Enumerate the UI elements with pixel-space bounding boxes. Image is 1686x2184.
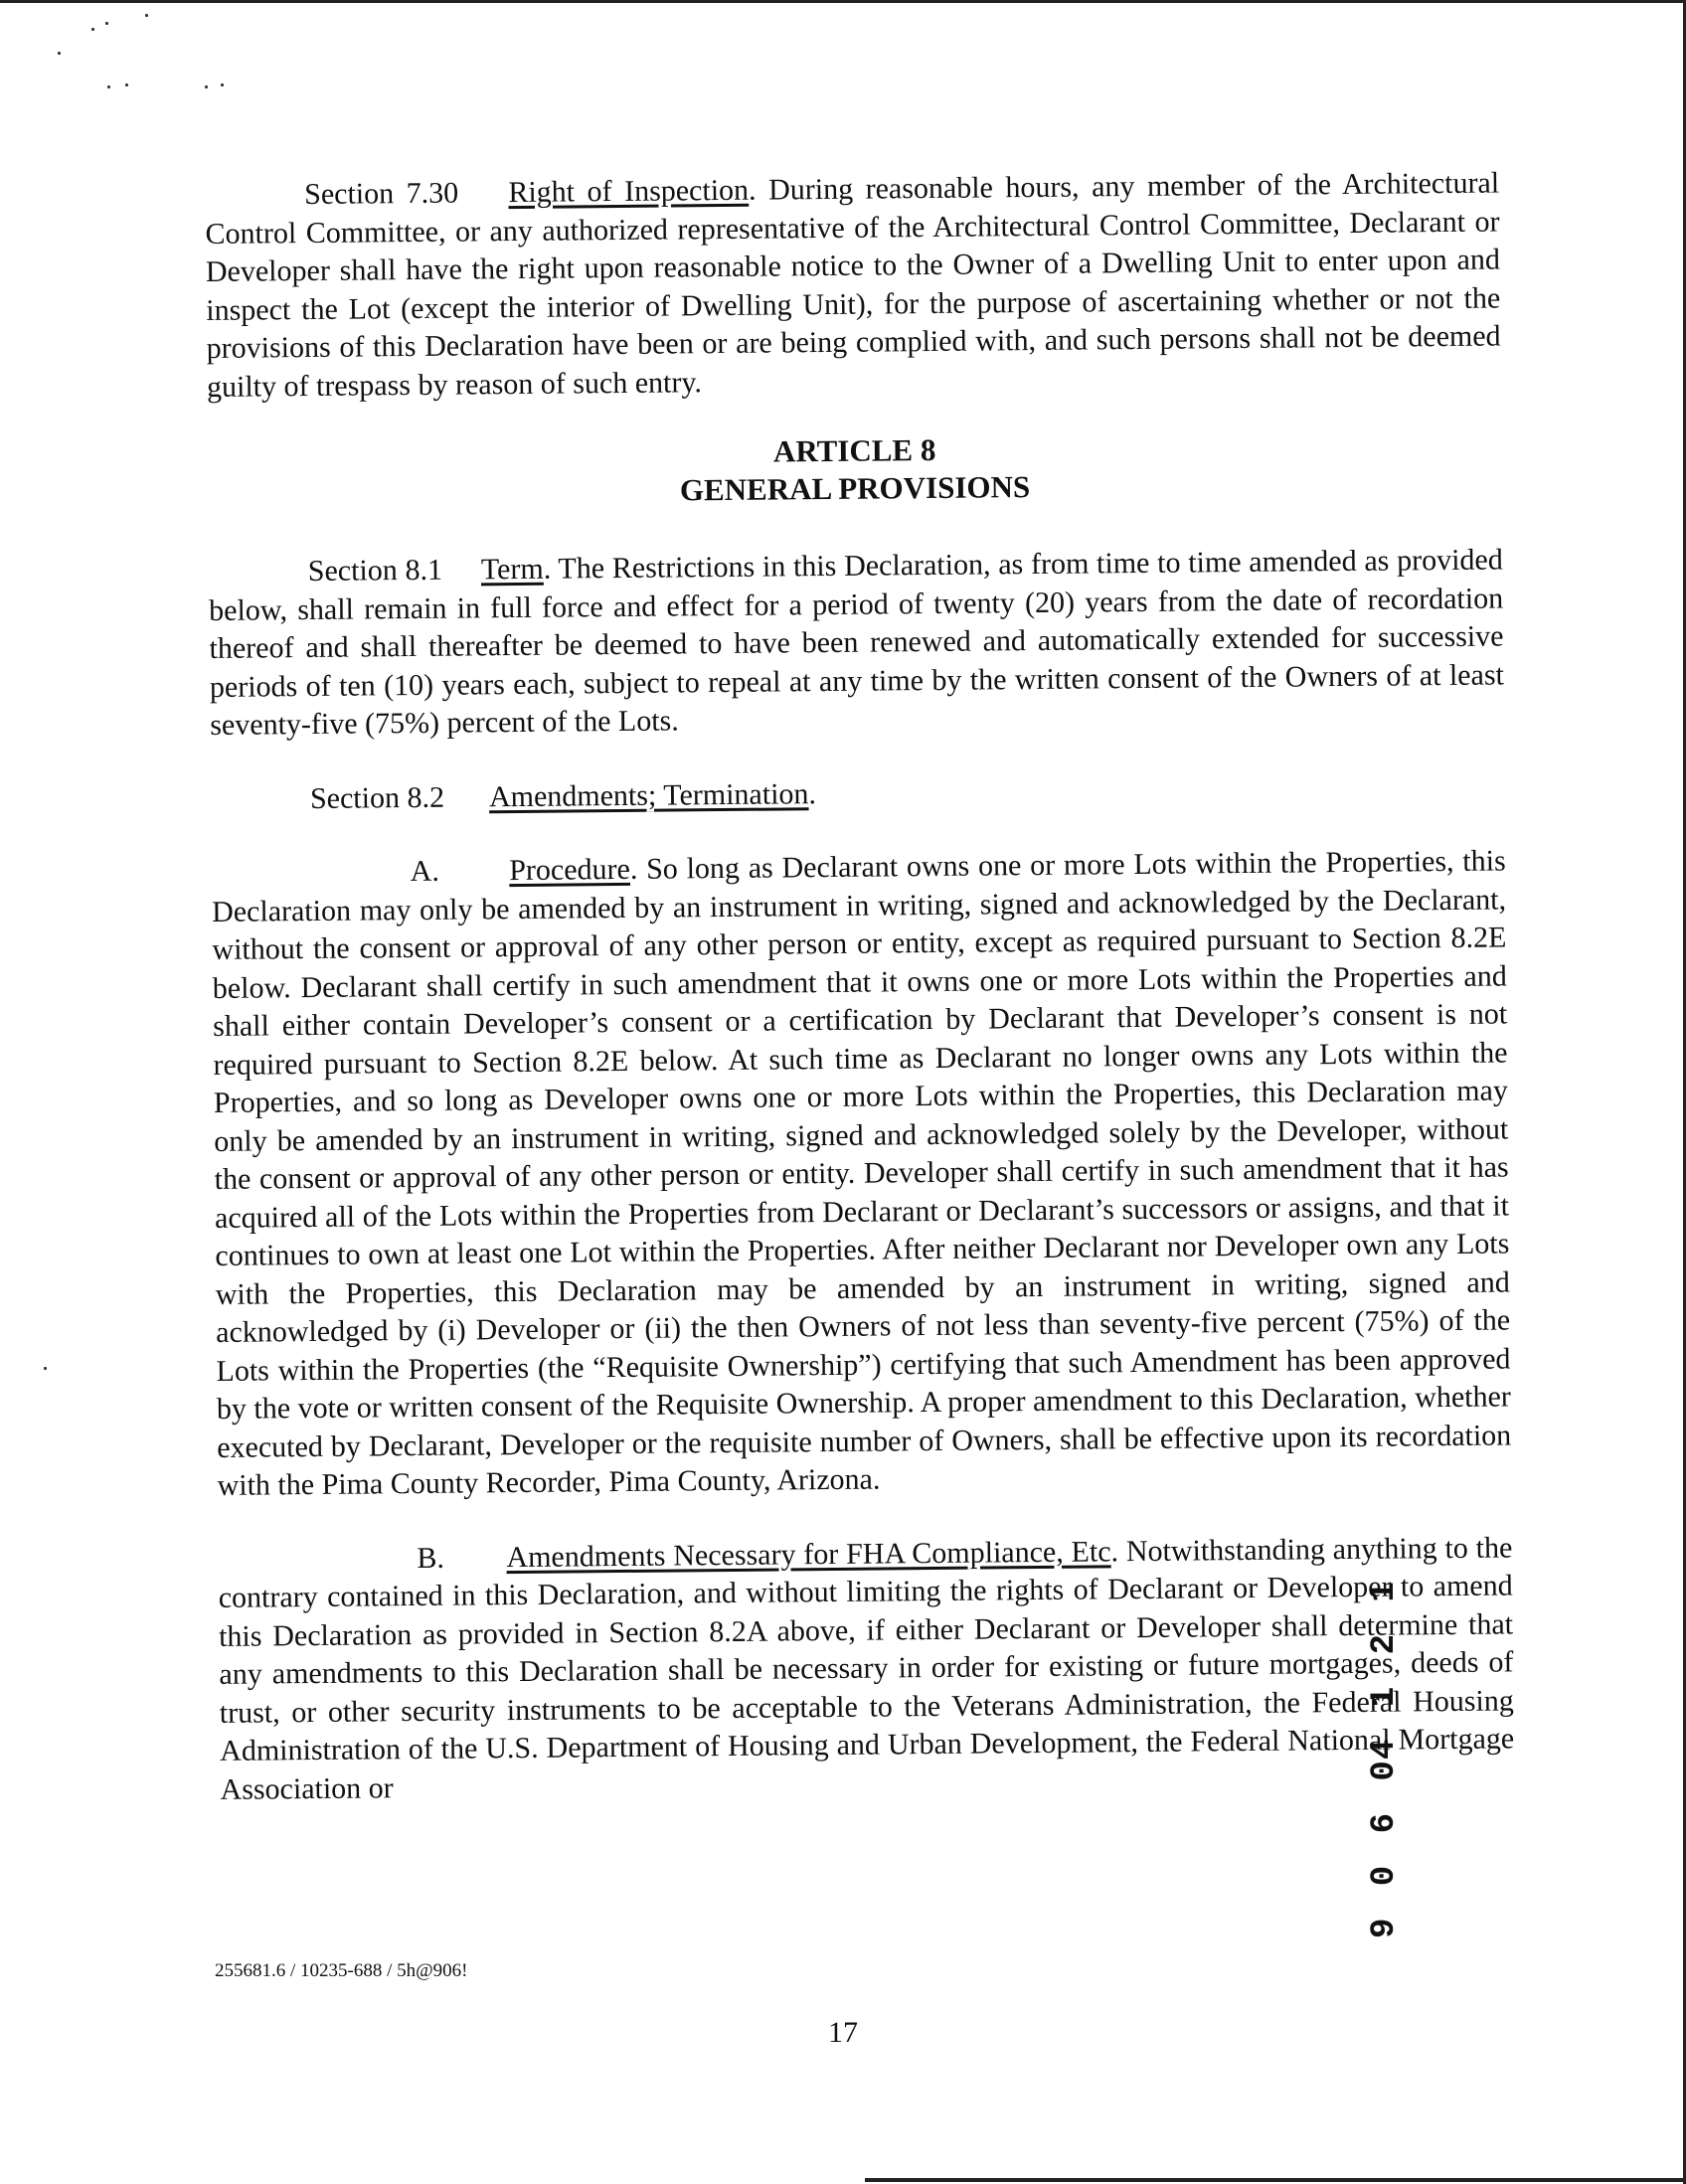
recording-stamp [1366,1561,1406,1938]
scan-speck [205,85,208,88]
scan-speck [125,84,128,86]
scan-border-bottom [865,2178,1686,2182]
subsection-b-letter: B. [417,1541,445,1575]
section-8-2-number: Section 8.2 [309,780,445,815]
subsection-a-letter: A. [410,854,440,889]
scan-speck [221,84,224,86]
scan-speck [145,14,148,17]
scan-speck [107,85,110,88]
section-8-1-title: Term [480,552,544,587]
section-8-1-paragraph [209,541,1505,745]
section-7-30-body: . During reasonable hours, any member of the Architectural Control Committee, or any authorized representative of the Architectural Control Committee, Declarant or Developer shall have the right upon reasonable notice to the Owner of a Dwelling Unit to enter upon and inspect the Lot (except the interior of Dwelling Unit), for the purpose of ascertaining whether or not the provisions of this Declaration have been or are being complied with, and such persons shall not be deemed guilty of trespass by reason of such entry. [205,166,1501,404]
recording-stamp-lower: 9 0 6 0 [1366,1755,1404,1938]
section-8-2-title: Amendments; Termination [488,776,809,813]
section-8-1-body: . The Restrictions in this Declaration, as from time to time amended as provided below, shall remain in full force and effect for a period of twenty (20) years from the date of recordation thereof and shall thereafter be deemed to have been renewed and automatically extended for successive periods of ten (10) years each, subject to repeal at any time by the written consent of the Owners of at least seventy-five (75%) percent of the Lots. [209,543,1505,742]
document-id-footer: 255681.6 / 10235-688 / 5h@906! [215,1960,468,1981]
subsection-a-body: . So long as Declarant owns one or more Lots within the Properties, this Declaration may only be amended by an instrument in writing, signed and acknowledged by the Declarant, without the consent or approval of any other person or entity, except as required pursuant to Section 8.2E below. Declarant shall certify in such amendment that it owns one or more Lots within the Properties and shall either contain Developer’s consent or a certification by Declarant that Developer’s consent is not required pursuant to Section 8.2E below. At such time as Declarant no longer owns any Lots within the Properties, and so long as Developer owns one or more Lots within the Properties, this Declaration may only be amended by an instrument in writing, signed and acknowledged solely by the Developer, without the consent or approval of any other person or entity. Developer shall certify in such amendment that it has acquired all of the Lots within the Properties from Declarant or Declarant’s successors or assigns, and that it continues to own at least one Lot within the Properties. After neither Declarant nor Developer own any Lots with the Properties, this Declaration may be amended by an instrument in writing, signed and acknowledged by (i) Developer or (ii) the then Owners of not less than seventy-five percent (75%) of the Lots within the Properties (the “Requisite Ownership”) certifying that such Amendment has been approved by the vote or written consent of the Requisite Ownership. A proper amendment to this Declaration, whether executed by Declarant, Developer or the requisite number of Owners, shall be effective upon its recordation with the Pima County Recorder, Pima County, Arizona. [211,844,1512,1502]
section-7-30-title: Right of Inspection [508,173,750,210]
section-7-30-number: Section 7.30 [304,176,459,212]
scan-speck [58,52,61,55]
recording-stamp-upper: 4 1 2 1 [1366,1576,1404,1760]
subsection-a-paragraph [212,842,1512,1505]
section-8-2-title-suffix: . [808,776,817,810]
subsection-b-paragraph [218,1529,1515,1809]
subsection-a-title: Procedure [509,852,631,888]
subsection-b-title: Amendments Necessary for FHA Compliance, Etc [506,1534,1111,1574]
scan-speck [91,28,94,31]
subsection-b-body: . Notwithstanding anything to the contrary contained in this Declaration, and without limiting the rights of Declarant or Developer to amend this Declaration as provided in Section 8.2A above, if either Declarant or Developer shall determine that any amendments to this Declaration shall be necessary in order for existing or future mortgages, deeds of trust, or other security instruments to be acceptable to the Veterans Administration, the Federal Housing Administration of the U.S. Department of Housing and Urban Development, the Federal National Mortgage Association or [218,1530,1515,1806]
document-body [205,165,1515,1809]
article-number: ARTICLE 8 [772,431,936,469]
page-number: 17 [828,2016,858,2049]
section-7-30-paragraph [205,165,1501,407]
section-8-1-number: Section 8.1 [307,553,443,588]
article-title: GENERAL PROVISIONS [679,469,1031,508]
scan-speck [44,1367,47,1370]
scan-speck [105,22,108,25]
scan-border-top [0,0,1686,3]
